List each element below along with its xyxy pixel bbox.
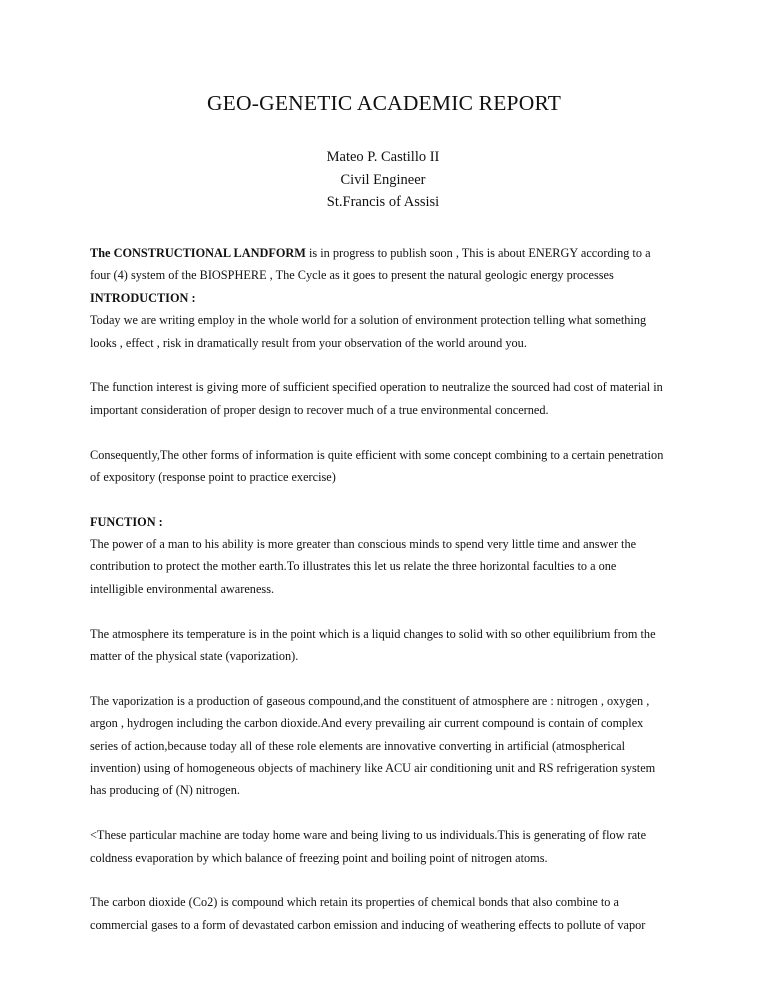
- text-line: The carbon dioxide (Co2) is compound which retain its properties of chemical bonds that also combine to a: [90, 895, 619, 910]
- text-line: [90, 242, 690, 264]
- paragraph-gap: [90, 421, 690, 443]
- text-line: invention) using of homogeneous objects of machinery like ACU air conditioning unit and RS refrigeration system: [90, 760, 656, 775]
- text-line: commercial gases to a form of devastated carbon emission and inducing of weathering effects to pollute of vapor: [90, 917, 646, 932]
- text-line: The vaporization is a production of gaseous compound,and the constituent of atmosphere are : nitrogen , oxygen ,: [90, 693, 650, 708]
- paragraph-gap: [90, 354, 690, 376]
- section-heading-function: FUNCTION :: [90, 514, 163, 529]
- paragraph-gap: [90, 802, 690, 824]
- author-profession: Civil Engineer: [340, 171, 426, 188]
- text-line: contribution to protect the mother earth.To illustrates this let us relate the three horizontal faculties to a one: [90, 559, 617, 574]
- author-name: Mateo P. Castillo II: [326, 149, 440, 165]
- text-line: <These particular machine are today home ware and being living to us individuals.This is generating of flow rate: [90, 828, 647, 843]
- text-line: argon , hydrogen including the carbon dioxide.And every prevailing air current compound is contain of complex: [90, 716, 644, 731]
- paragraph-gap: [90, 667, 690, 689]
- text-line: intelligible environmental awareness.: [90, 581, 275, 596]
- text-line: four (4) system of the BIOSPHERE , The Cycle as it goes to present the natural geologic energy processes: [90, 268, 614, 283]
- paragraph-gap: [90, 869, 690, 891]
- function-section: [90, 511, 690, 936]
- text-line: has producing of (N) nitrogen.: [90, 783, 240, 798]
- document-body: [90, 242, 690, 936]
- text-line: looks , effect , risk in dramatically result from your observation of the world around you.: [90, 335, 527, 350]
- paragraph-gap: [90, 600, 690, 622]
- author-institution: St.Francis of Assisi: [326, 194, 440, 210]
- text-line: The power of a man to his ability is more greater than conscious minds to spend very little time and answer the: [90, 537, 637, 552]
- paragraph-gap: [90, 488, 690, 510]
- text-line: series of action,because today all of these role elements are innovative converting in artificial (atmospherical: [90, 738, 626, 753]
- text-line: coldness evaporation by which balance of freezing point and boiling point of nitrogen atoms.: [90, 850, 548, 865]
- text-line: Today we are writing employ in the whole world for a solution of environment protection telling what something: [90, 313, 647, 328]
- introduction-section: [90, 287, 690, 511]
- text-line: The atmosphere its temperature is in the point which is a liquid changes to solid with so other equilibrium from the: [90, 626, 656, 641]
- document-title: GEO-GENETIC ACADEMIC REPORT: [206, 91, 562, 115]
- bold-lead: The CONSTRUCTIONAL LANDFORM: [90, 246, 306, 260]
- section-heading-introduction: INTRODUCTION :: [90, 290, 196, 305]
- intro-paragraph: [90, 242, 690, 287]
- text-line: important consideration of proper design to recover much of a true environmental concerned.: [90, 402, 549, 417]
- intro-line-rest: is in progress to publish soon , This is about ENERGY according to a: [305, 246, 651, 260]
- text-line: of expository (response point to practice exercise): [90, 469, 336, 484]
- author-block: [283, 146, 483, 214]
- text-line: matter of the physical state (vaporization).: [90, 649, 299, 664]
- text-line: The function interest is giving more of sufficient specified operation to neutralize the sourced had cost of material in: [90, 380, 663, 395]
- text-line: Consequently,The other forms of information is quite efficient with some concept combining to a certain penetration: [90, 447, 664, 462]
